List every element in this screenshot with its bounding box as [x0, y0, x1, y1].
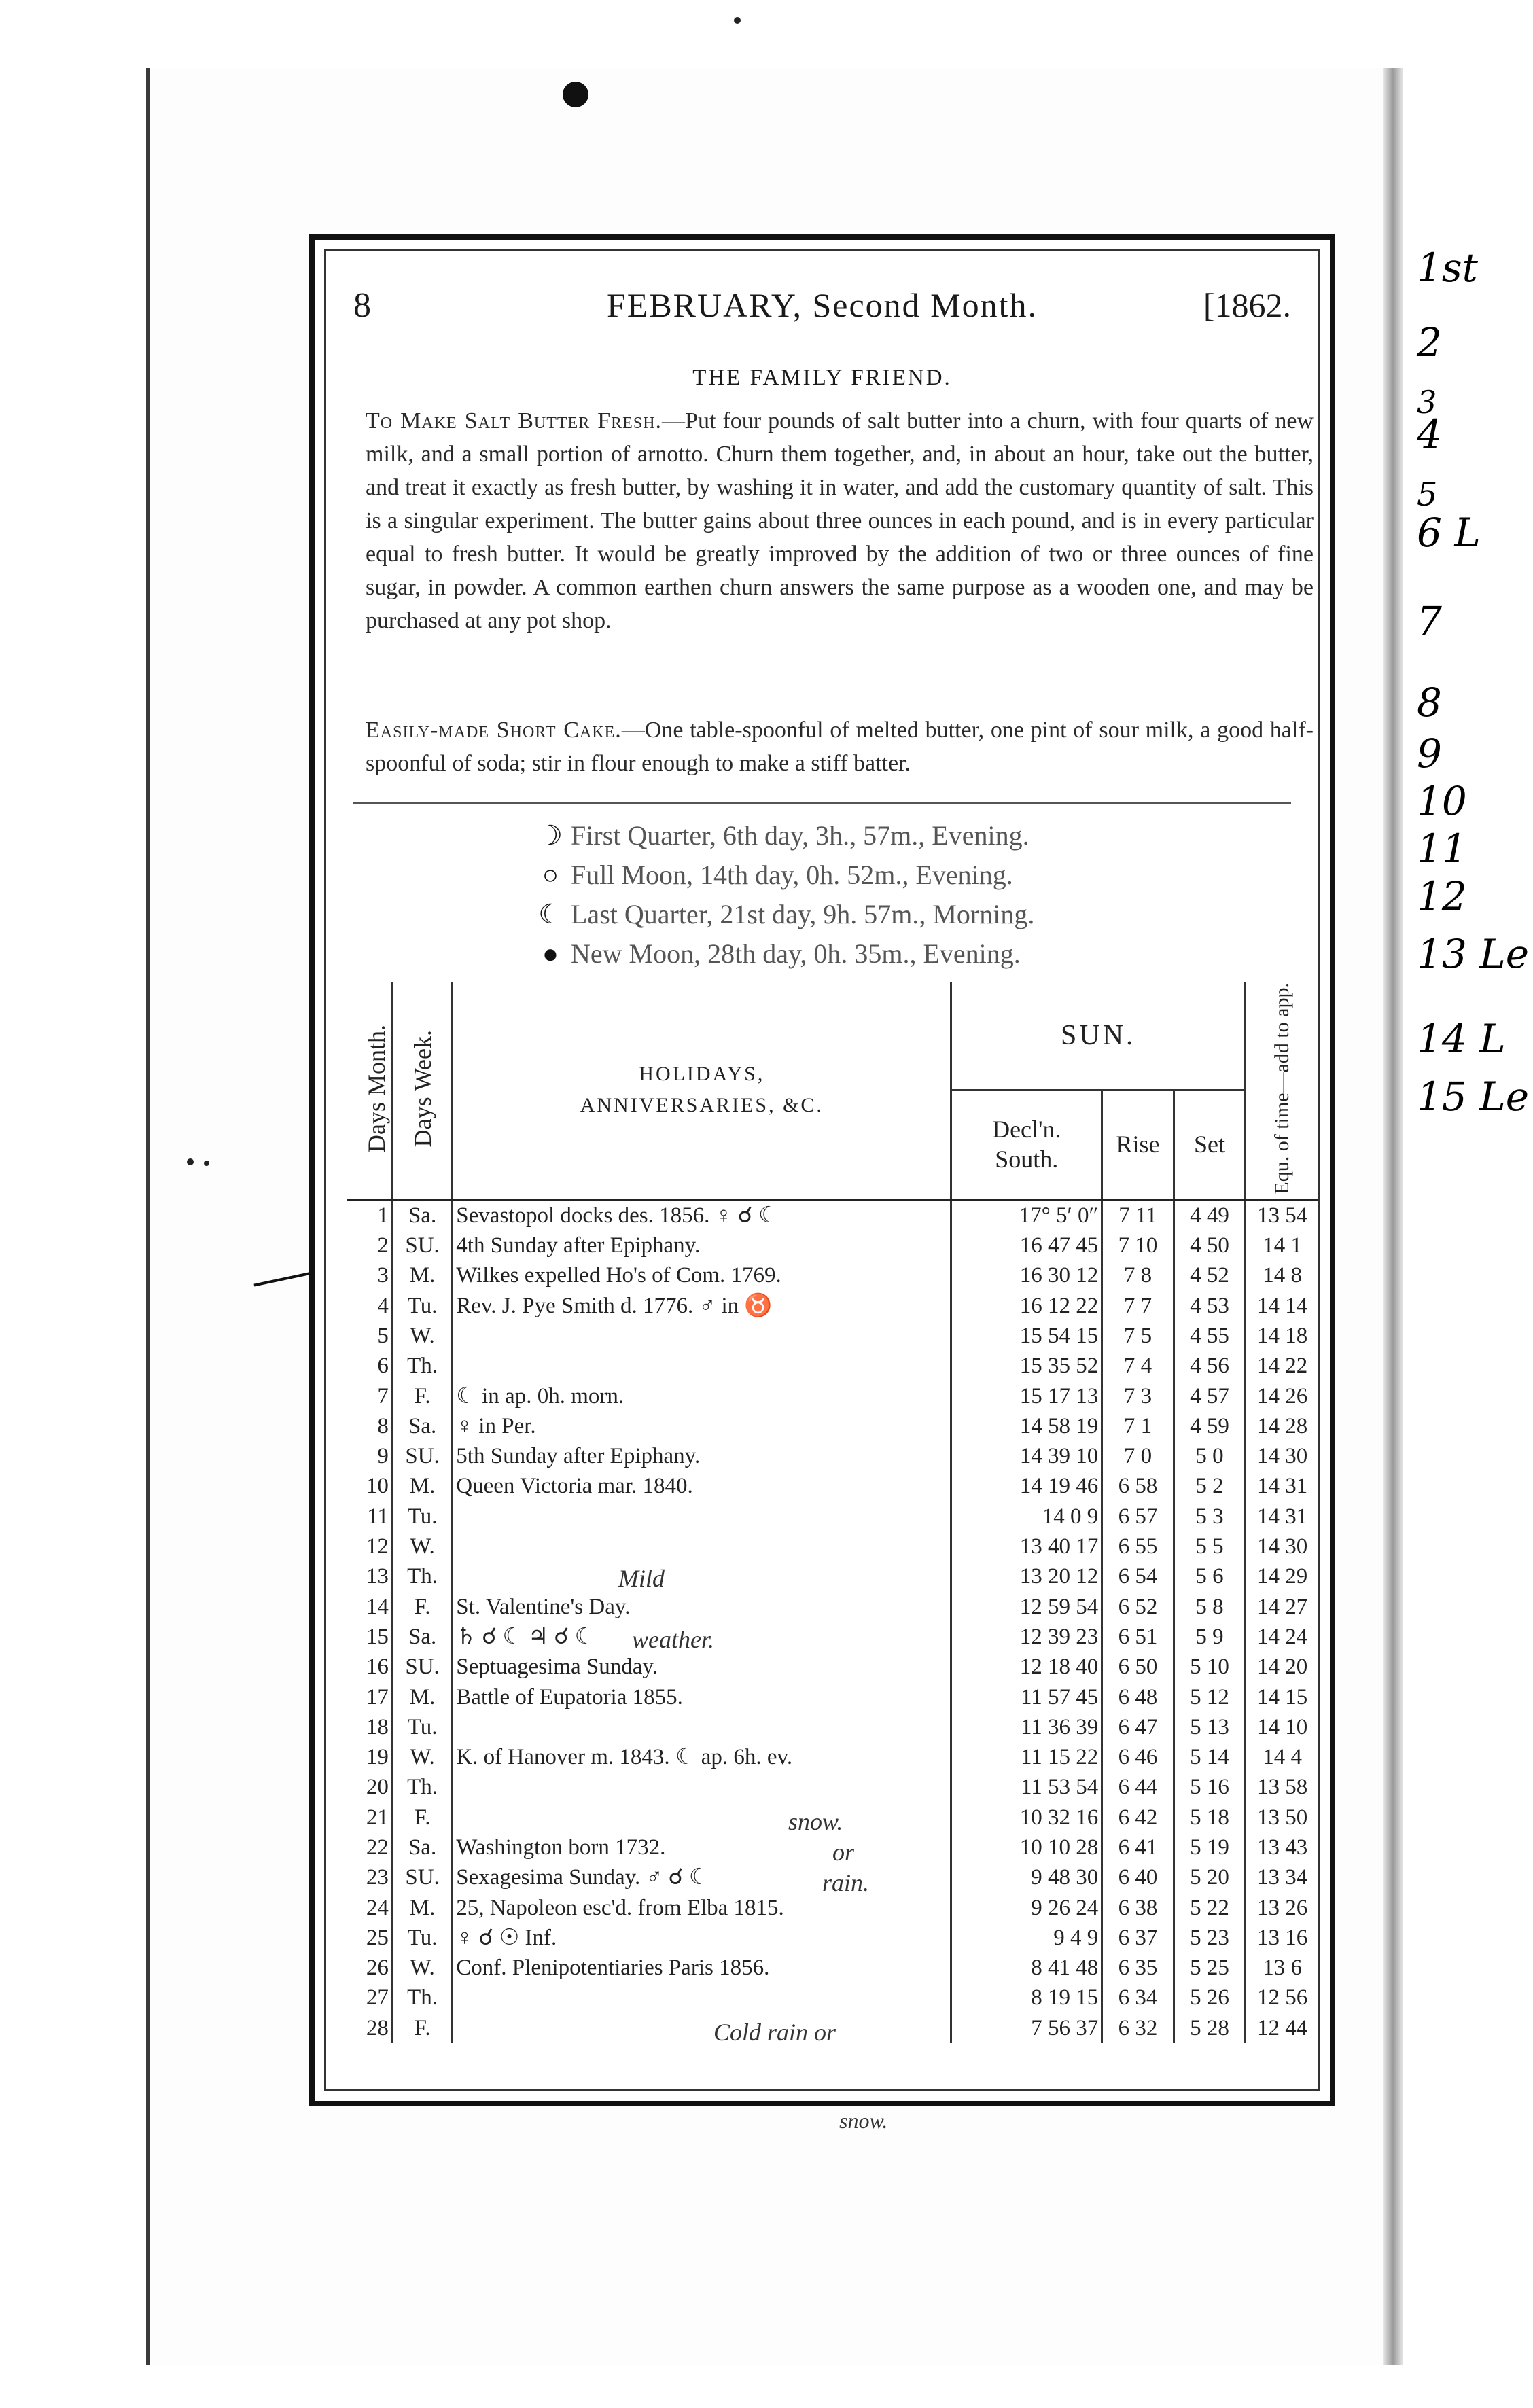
page-header: [326, 285, 1318, 333]
declination-cell: 11 57 45: [951, 1682, 1102, 1712]
table-row: [347, 1923, 1318, 1953]
equation-of-time-cell: 12 44: [1256, 2015, 1308, 2040]
page-year: [1862.: [1203, 286, 1291, 324]
sunset-cell: 5 13: [1174, 1712, 1245, 1742]
day-of-week-cell: Tu.: [392, 1923, 452, 1953]
sunrise-cell: 6 47: [1102, 1712, 1174, 1742]
sunset-cell: 4 57: [1174, 1381, 1245, 1411]
sunset-cell: 5 8: [1174, 1591, 1245, 1621]
sunrise-cell: 6 57: [1102, 1502, 1174, 1531]
weather-note-snow: snow.: [788, 1808, 843, 1835]
new-moon-icon: ●: [542, 938, 559, 969]
sunset-cell: 5 20: [1174, 1862, 1245, 1892]
day-of-month-cell: 20: [347, 1772, 392, 1802]
equation-of-time-cell: 14 27: [1256, 1594, 1308, 1619]
day-of-week-cell: W.: [392, 1742, 452, 1772]
sunset-cell: 4 53: [1174, 1291, 1245, 1321]
table-row: [347, 1622, 1318, 1652]
sunrise-cell: 6 37: [1102, 1923, 1174, 1953]
salt-butter-text: —Put four pounds of salt butter into a churn, with four quarts of new milk, and a small portion of arnotto. Churn them together, and, in about an hour, take out the butter, and treat it exactly as fresh butter, by washing it in water, and add the customary quantity of salt. This is a singular experiment. The butter gains about three ounces in each pound, and is in every particular equal to fresh butter. It would be greatly improved by the addition of two or three ounces of fine sugar, in powder. A common earthen churn answers the same purpose as a wooden one, and may be purchased at any pot shop.: [366, 408, 1314, 633]
col-header-equation: Equ. of time—add to app.: [1246, 982, 1318, 1199]
short-cake-lead: Easily-made Short Cake.: [366, 718, 622, 743]
weather-note-mild: Mild: [618, 1565, 665, 1592]
day-of-month-cell: 23: [347, 1862, 392, 1892]
sunset-cell: 5 25: [1174, 1953, 1245, 1983]
almanac-page-frame: [309, 234, 1335, 2133]
sunrise-cell: 7 11: [1102, 1199, 1174, 1230]
holiday-cell: Battle of Eupatoria 1855.: [453, 1682, 951, 1712]
declination-cell: 14 58 19: [951, 1411, 1102, 1441]
sunrise-cell: 6 50: [1102, 1652, 1174, 1682]
ink-speck: [734, 17, 741, 24]
declination-cell: 7 56 37: [951, 2013, 1102, 2043]
moon-phase-text: Last Quarter, 21st day, 9h. 57m., Morning.: [571, 898, 1035, 929]
holiday-cell: K. of Hanover m. 1843. ☾ ap. 6h. ev.: [453, 1742, 951, 1772]
holiday-cell: 25, Napoleon esc'd. from Elba 1815.: [453, 1892, 951, 1922]
day-of-week-cell: F.: [392, 1381, 452, 1411]
table-row: [347, 1561, 1318, 1591]
day-of-month-cell: 1: [347, 1199, 392, 1230]
equation-of-time-cell: 14 30: [1256, 1534, 1308, 1559]
ink-speck: [187, 1158, 194, 1165]
day-of-month-cell: 2: [347, 1230, 392, 1260]
declination-cell: 16 47 45: [951, 1230, 1102, 1260]
sunset-cell: 5 3: [1174, 1502, 1245, 1531]
calendar-body: [347, 1199, 1318, 2043]
declination-cell: 17° 5′ 0″: [951, 1199, 1102, 1230]
sunrise-cell: 6 44: [1102, 1772, 1174, 1802]
table-row: [347, 1953, 1318, 1983]
declination-cell: 13 20 12: [951, 1561, 1102, 1591]
day-of-week-cell: SU.: [392, 1230, 452, 1260]
day-of-month-cell: 26: [347, 1953, 392, 1983]
day-of-month-cell: 25: [347, 1923, 392, 1953]
day-of-month-cell: 18: [347, 1712, 392, 1742]
holiday-cell: [453, 1983, 951, 2013]
day-of-week-cell: SU.: [392, 1862, 452, 1892]
weather-note-cold-rain: Cold rain or: [713, 2019, 836, 2046]
col-header-days-month: Days Month.: [347, 982, 392, 1199]
col-header-days-week: Days Week.: [392, 982, 452, 1199]
moon-phase-first-quarter: [530, 815, 1278, 855]
day-of-week-cell: Sa.: [392, 1411, 452, 1441]
margin-note: 1st: [1417, 245, 1478, 291]
sunrise-cell: 7 0: [1102, 1441, 1174, 1471]
sunrise-cell: 6 35: [1102, 1953, 1174, 1983]
day-of-week-cell: SU.: [392, 1652, 452, 1682]
table-row: [347, 1411, 1318, 1441]
sunrise-cell: 7 5: [1102, 1321, 1174, 1351]
sunrise-cell: 6 42: [1102, 1803, 1174, 1832]
day-of-month-cell: 5: [347, 1321, 392, 1351]
table-row: [347, 1742, 1318, 1772]
declination-cell: 13 40 17: [951, 1531, 1102, 1561]
sunrise-cell: 6 41: [1102, 1832, 1174, 1862]
margin-note: 12: [1417, 873, 1467, 919]
sunset-cell: 5 2: [1174, 1471, 1245, 1501]
equation-of-time-cell: 14 31: [1256, 1474, 1308, 1499]
weather-note-weather: weather.: [632, 1626, 714, 1653]
sunset-cell: 5 19: [1174, 1832, 1245, 1862]
sunset-cell: 4 52: [1174, 1260, 1245, 1290]
last-quarter-icon: ☾: [538, 898, 563, 929]
declination-cell: 15 54 15: [951, 1321, 1102, 1351]
table-row: [347, 1591, 1318, 1621]
day-of-month-cell: 17: [347, 1682, 392, 1712]
sunset-cell: 5 23: [1174, 1923, 1245, 1953]
day-of-month-cell: 15: [347, 1622, 392, 1652]
margin-note: 5: [1417, 476, 1438, 514]
holiday-cell: [453, 1531, 951, 1561]
holiday-cell: [453, 1772, 951, 1802]
table-row: [347, 1772, 1318, 1802]
full-moon-icon: ○: [542, 859, 559, 890]
day-of-week-cell: Th.: [392, 1983, 452, 2013]
margin-note: 3: [1417, 384, 1437, 421]
day-of-month-cell: 14: [347, 1591, 392, 1621]
holiday-cell: ♀ in Per.: [453, 1411, 951, 1441]
table-row: [347, 1351, 1318, 1381]
margin-note: 2: [1417, 319, 1442, 366]
holiday-cell: Septuagesima Sunday.: [453, 1652, 951, 1682]
equation-of-time-cell: 13 43: [1256, 1835, 1308, 1860]
sunrise-cell: 6 51: [1102, 1622, 1174, 1652]
holiday-cell: [453, 2013, 951, 2043]
equation-of-time-cell: 14 24: [1256, 1624, 1308, 1649]
day-of-month-cell: 12: [347, 1531, 392, 1561]
declination-cell: 12 18 40: [951, 1652, 1102, 1682]
equation-of-time-cell: 13 34: [1256, 1865, 1308, 1890]
day-of-week-cell: F.: [392, 1803, 452, 1832]
sunrise-cell: 6 48: [1102, 1682, 1174, 1712]
section-rule: [353, 802, 1291, 804]
sunrise-cell: 6 34: [1102, 1983, 1174, 2013]
day-of-month-cell: 22: [347, 1832, 392, 1862]
short-cake-paragraph: [366, 713, 1314, 780]
holiday-cell: Sevastopol docks des. 1856. ♀ ☌ ☾: [453, 1199, 951, 1230]
day-of-month-cell: 9: [347, 1441, 392, 1471]
day-of-month-cell: 6: [347, 1351, 392, 1381]
declination-cell: 11 53 54: [951, 1772, 1102, 1802]
declination-cell: 8 19 15: [951, 1983, 1102, 2013]
sunrise-cell: 7 8: [1102, 1260, 1174, 1290]
declination-cell: 9 26 24: [951, 1892, 1102, 1922]
sunset-cell: 5 14: [1174, 1742, 1245, 1772]
sunrise-cell: 7 10: [1102, 1230, 1174, 1260]
section-heading: THE FAMILY FRIEND.: [692, 366, 952, 390]
first-quarter-icon: ☽: [538, 819, 563, 851]
holiday-cell: ☾ in ap. 0h. morn.: [453, 1381, 951, 1411]
declination-cell: 10 10 28: [951, 1832, 1102, 1862]
holiday-cell: Conf. Plenipotentiaries Paris 1856.: [453, 1953, 951, 1983]
sunrise-cell: 7 7: [1102, 1291, 1174, 1321]
table-row: [347, 1291, 1318, 1321]
equation-of-time-cell: 13 16: [1256, 1925, 1308, 1950]
sunset-cell: 5 10: [1174, 1652, 1245, 1682]
day-of-month-cell: 11: [347, 1502, 392, 1531]
equation-of-time-cell: 14 26: [1256, 1383, 1308, 1409]
sunset-cell: 5 22: [1174, 1892, 1245, 1922]
day-of-week-cell: Sa.: [392, 1199, 452, 1230]
salt-butter-lead: To Make Salt Butter Fresh.: [366, 408, 663, 433]
margin-note: 8: [1417, 679, 1442, 726]
table-row: [347, 1892, 1318, 1922]
day-of-week-cell: Th.: [392, 1772, 452, 1802]
equation-of-time-cell: 12 56: [1256, 1985, 1308, 2011]
day-of-month-cell: 8: [347, 1411, 392, 1441]
sunrise-cell: 7 4: [1102, 1351, 1174, 1381]
margin-note: 9: [1417, 730, 1442, 777]
equation-of-time-cell: 14 28: [1256, 1413, 1308, 1438]
salt-butter-paragraph: [366, 404, 1314, 637]
margin-note: 15 Le: [1417, 1074, 1530, 1120]
declination-cell: 12 39 23: [951, 1622, 1102, 1652]
day-of-week-cell: Tu.: [392, 1712, 452, 1742]
day-of-month-cell: 28: [347, 2013, 392, 2043]
table-row: [347, 1321, 1318, 1351]
holiday-cell: ♀ ☌ ☉ Inf.: [453, 1923, 951, 1953]
ink-speck: [204, 1161, 209, 1166]
col-header-rise: Rise: [1102, 1090, 1174, 1199]
short-cake-text: —One table-spoonful of melted butter, one pint of sour milk, a good half-spoonful of soda; stir in flour enough to make a stiff batter.: [366, 718, 1314, 776]
holiday-cell: Wilkes expelled Ho's of Com. 1769.: [453, 1260, 951, 1290]
day-of-week-cell: Sa.: [392, 1832, 452, 1862]
sunset-cell: 5 26: [1174, 1983, 1245, 2013]
sunset-cell: 5 0: [1174, 1441, 1245, 1471]
holiday-cell: Queen Victoria mar. 1840.: [453, 1471, 951, 1501]
table-row: [347, 1531, 1318, 1561]
equation-of-time-cell: 14 18: [1256, 1323, 1308, 1348]
equation-of-time-cell: 13 58: [1256, 1775, 1308, 1800]
holiday-cell: [453, 1561, 951, 1591]
weather-note-snow-2: snow.: [839, 2108, 888, 2133]
moon-phase-text: Full Moon, 14th day, 0h. 52m., Evening.: [571, 859, 1013, 890]
table-row: [347, 1199, 1318, 1230]
day-of-month-cell: 19: [347, 1742, 392, 1772]
day-of-week-cell: W.: [392, 1321, 452, 1351]
holiday-cell: [453, 1351, 951, 1381]
equation-of-time-cell: 14 4: [1263, 1745, 1302, 1770]
sunrise-cell: 6 58: [1102, 1471, 1174, 1501]
sunrise-cell: 6 46: [1102, 1742, 1174, 1772]
page-title: FEBRUARY, Second Month.: [606, 286, 1038, 324]
page-hole: [563, 82, 588, 107]
day-of-week-cell: Tu.: [392, 1291, 452, 1321]
equation-of-time-cell: 14 30: [1256, 1444, 1308, 1469]
moon-phases: [530, 815, 1278, 973]
declination-cell: 15 35 52: [951, 1351, 1102, 1381]
sunset-cell: 5 16: [1174, 1772, 1245, 1802]
equation-of-time-cell: 13 6: [1263, 1955, 1302, 1981]
margin-note: 11: [1417, 826, 1467, 872]
page-number: 8: [353, 286, 371, 325]
sunset-cell: 4 59: [1174, 1411, 1245, 1441]
sunset-cell: 5 28: [1174, 2013, 1245, 2043]
sunset-cell: 4 56: [1174, 1351, 1245, 1381]
sunrise-cell: 7 3: [1102, 1381, 1174, 1411]
day-of-month-cell: 24: [347, 1892, 392, 1922]
day-of-week-cell: SU.: [392, 1441, 452, 1471]
moon-phase-last-quarter: [530, 894, 1278, 934]
holiday-cell: ♄ ☌ ☾ ♃ ☌ ☾: [453, 1622, 951, 1652]
margin-note: 10: [1417, 778, 1467, 824]
col-header-set: Set: [1174, 1090, 1245, 1199]
declination-cell: 16 30 12: [951, 1260, 1102, 1290]
equation-of-time-cell: 14 29: [1256, 1564, 1308, 1589]
margin-note: 14 L: [1417, 1016, 1506, 1062]
sunset-cell: 4 50: [1174, 1230, 1245, 1260]
day-of-week-cell: Th.: [392, 1561, 452, 1591]
table-row: [347, 1230, 1318, 1260]
day-of-week-cell: W.: [392, 1953, 452, 1983]
sunset-cell: 5 12: [1174, 1682, 1245, 1712]
table-row: [347, 1652, 1318, 1682]
day-of-month-cell: 27: [347, 1983, 392, 2013]
sunset-cell: 4 55: [1174, 1321, 1245, 1351]
sunset-cell: 5 6: [1174, 1561, 1245, 1591]
table-row: [347, 1381, 1318, 1411]
weather-note-or: or: [832, 1839, 855, 1866]
day-of-week-cell: M.: [392, 1682, 452, 1712]
sunset-cell: 5 9: [1174, 1622, 1245, 1652]
sunrise-cell: 6 32: [1102, 2013, 1174, 2043]
day-of-week-cell: M.: [392, 1260, 452, 1290]
margin-note: 6 L: [1417, 510, 1481, 556]
holiday-cell: Rev. J. Pye Smith d. 1776. ♂ in ♉: [453, 1291, 951, 1321]
sunrise-cell: 6 52: [1102, 1591, 1174, 1621]
day-of-week-cell: Th.: [392, 1351, 452, 1381]
equation-of-time-cell: 14 10: [1256, 1714, 1308, 1739]
margin-note: 4: [1417, 411, 1442, 457]
day-of-week-cell: M.: [392, 1892, 452, 1922]
col-header-holidays: HOLIDAYS, ANNIVERSARIES, &C.: [453, 982, 951, 1199]
day-of-week-cell: Tu.: [392, 1502, 452, 1531]
day-of-week-cell: W.: [392, 1531, 452, 1561]
declination-cell: 16 12 22: [951, 1291, 1102, 1321]
holiday-cell: Sexagesima Sunday. ♂ ☌ ☾: [453, 1862, 951, 1892]
day-of-month-cell: 3: [347, 1260, 392, 1290]
day-of-month-cell: 4: [347, 1291, 392, 1321]
declination-cell: 10 32 16: [951, 1803, 1102, 1832]
sunrise-cell: 6 54: [1102, 1561, 1174, 1591]
sunrise-cell: 6 40: [1102, 1862, 1174, 1892]
declination-cell: 14 39 10: [951, 1441, 1102, 1471]
holiday-cell: 4th Sunday after Epiphany.: [453, 1230, 951, 1260]
holiday-cell: St. Valentine's Day.: [453, 1591, 951, 1621]
declination-cell: 15 17 13: [951, 1381, 1102, 1411]
day-of-month-cell: 10: [347, 1471, 392, 1501]
equation-of-time-cell: 14 20: [1256, 1654, 1308, 1680]
sunrise-cell: 6 55: [1102, 1531, 1174, 1561]
declination-cell: 9 48 30: [951, 1862, 1102, 1892]
moon-phase-full: [530, 855, 1278, 894]
day-of-week-cell: F.: [392, 1591, 452, 1621]
sunrise-cell: 6 38: [1102, 1892, 1174, 1922]
declination-cell: 11 15 22: [951, 1742, 1102, 1772]
col-header-sun: SUN.: [951, 982, 1246, 1090]
day-of-month-cell: 7: [347, 1381, 392, 1411]
equation-of-time-cell: 13 54: [1256, 1203, 1308, 1228]
page-spine-shadow: [1383, 68, 1403, 2365]
almanac-inner-border: [324, 249, 1320, 2133]
sunrise-cell: 7 1: [1102, 1411, 1174, 1441]
holiday-cell: Washington born 1732.: [453, 1832, 951, 1862]
day-of-week-cell: F.: [392, 2013, 452, 2043]
declination-cell: 14 0 9: [951, 1502, 1102, 1531]
day-of-week-cell: Sa.: [392, 1622, 452, 1652]
holiday-cell: [453, 1803, 951, 1832]
equation-of-time-cell: 14 1: [1263, 1233, 1302, 1258]
moon-phase-new: [530, 934, 1278, 973]
equation-of-time-cell: 14 31: [1256, 1504, 1308, 1529]
declination-cell: 14 19 46: [951, 1471, 1102, 1501]
day-of-week-cell: M.: [392, 1471, 452, 1501]
table-header-row: [347, 982, 1318, 1090]
holiday-cell: 5th Sunday after Epiphany.: [453, 1441, 951, 1471]
day-of-month-cell: 13: [347, 1561, 392, 1591]
table-row: [347, 1712, 1318, 1742]
col-header-declination: Decl'n. South.: [951, 1090, 1102, 1199]
moon-phase-text: New Moon, 28th day, 0h. 35m., Evening.: [571, 938, 1021, 969]
declination-cell: 11 36 39: [951, 1712, 1102, 1742]
equation-of-time-cell: 13 26: [1256, 1895, 1308, 1920]
sunset-cell: 4 49: [1174, 1199, 1245, 1230]
margin-note: 13 Le: [1417, 931, 1530, 977]
equation-of-time-cell: 13 50: [1256, 1805, 1308, 1830]
sunset-cell: 5 5: [1174, 1531, 1245, 1561]
equation-of-time-cell: 14 15: [1256, 1684, 1308, 1710]
sunset-cell: 5 18: [1174, 1803, 1245, 1832]
day-of-month-cell: 21: [347, 1803, 392, 1832]
equation-of-time-cell: 14 22: [1256, 1353, 1308, 1379]
holiday-cell: [453, 1321, 951, 1351]
table-row: [347, 1682, 1318, 1712]
declination-cell: 12 59 54: [951, 1591, 1102, 1621]
day-of-month-cell: 16: [347, 1652, 392, 1682]
weather-note-rain: rain.: [822, 1869, 870, 1896]
declination-cell: 9 4 9: [951, 1923, 1102, 1953]
table-row: [347, 1441, 1318, 1471]
holiday-cell: [453, 1712, 951, 1742]
table-row: [347, 1502, 1318, 1531]
table-row: [347, 1471, 1318, 1501]
holiday-cell: [453, 1502, 951, 1531]
moon-phase-text: First Quarter, 6th day, 3h., 57m., Evening.: [571, 819, 1029, 851]
equation-of-time-cell: 14 8: [1263, 1263, 1302, 1288]
margin-note: 7: [1417, 598, 1442, 644]
equation-of-time-cell: 14 14: [1256, 1293, 1308, 1318]
table-row: [347, 1260, 1318, 1290]
table-row: [347, 1983, 1318, 2013]
declination-cell: 8 41 48: [951, 1953, 1102, 1983]
